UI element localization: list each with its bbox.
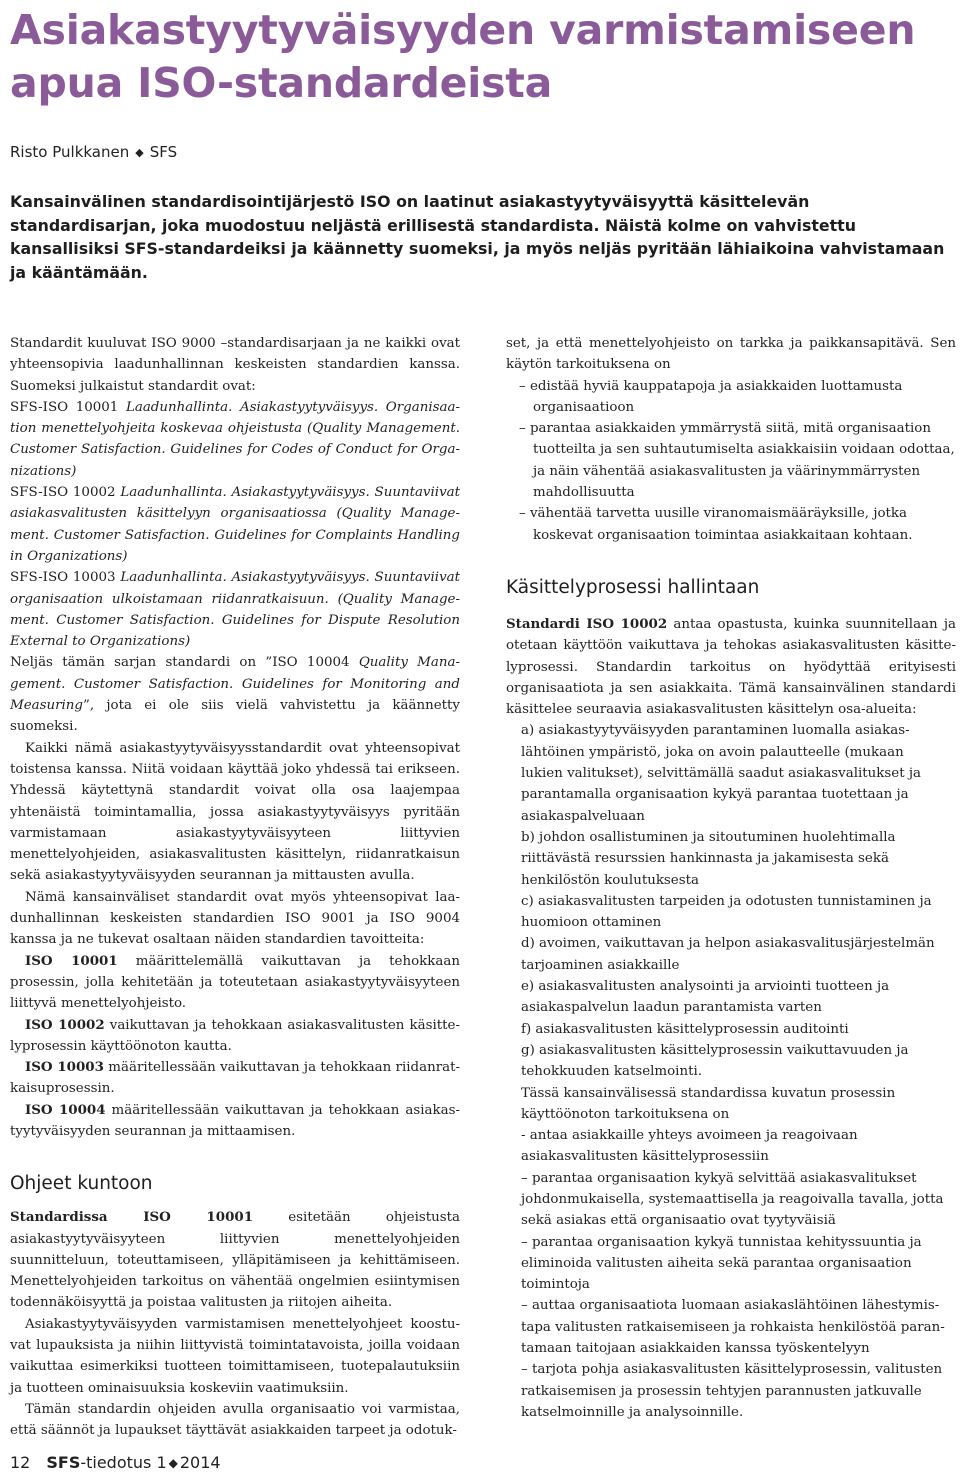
left-column	[10, 333, 460, 1442]
standard-code: SFS-ISO 10002	[10, 485, 116, 501]
page-number: 12	[10, 1453, 31, 1472]
text-run: ”, jota ei ole siis vielä vahvistettu ja käännetty suomeksi.	[10, 698, 460, 735]
standard-item	[10, 397, 460, 482]
intro-paragraph: Standardit kuuluvat ISO 9000 –standardisarjaan ja ne kaikki ovat yhteensopivia laadunhallinnan keskeisten standardien kanssa. Suomeksi julkaistut standardit ovat:	[10, 336, 460, 394]
standard-code: ISO 10001	[25, 952, 118, 969]
standard-title: Laadunhallinta. Asiakastyytyväisyys. Suuntaviivat organisaation ulkoistamaan riidanratkaisuun. (Quality Management. Customer Satisfaction. Guidelines for Dispute Resolution External to Organizations)	[10, 570, 460, 650]
standard-title: Laadunhallinta. Asiakastyytyväisyys. Organisaation menettelyohjeita koskevaa ohjeistusta (Quality Management. Customer Satisfaction. Guidelines for Codes of Conduct for Organizations)	[10, 399, 460, 479]
ohjeet-paragraph: Asiakastyytyväisyyden varmistamisen menettelyohjeet koostuvat lupauksista ja niihin liittyvistä toimintatavoista, joilla voidaan vaikuttaa esimerkiksi tuotteen toimittamiseen, tuotepalautuksiin ja tuotteen ominaisuuksia koskeviin vaatimuksiin.	[10, 1316, 460, 1396]
diamond-icon: ◆	[135, 146, 144, 159]
kasittely-paragraph	[506, 614, 956, 720]
list-item: – parantaa asiakkaiden ymmärrystä siitä, mitä organisaation tuotteilta ja sen suhtautumiselta asiakkaisiin voidaan odottaa, ja näin vähentää asiakasvalitusten ja väärinymmärrysten mahdollisuutta	[519, 421, 955, 501]
ohjeet-paragraph: Tämän standardin ohjeiden avulla organisaatio voi varmistaa, että säännöt ja lupaukset täyttävät asiakkaiden tarpeet ja odotuk-	[10, 1401, 460, 1439]
text-run: määritellessään vaikuttavan ja tehokkaan riidanratkaisuprosessin.	[10, 1060, 460, 1097]
list-item: – parantaa organisaation kykyä tunnistaa kehityssuuntia ja eliminoida valitusten aiheita sekä parantaa organisaation toimintoja	[521, 1234, 922, 1293]
list-item: c) asiakasvalitusten tarpeiden ja odotusten tunnistaminen ja huomioon ottaminen	[521, 893, 932, 931]
target-item	[10, 1057, 460, 1100]
article-title: Asiakastyytyväisyyden varmistamiseen apua ISO-standardeista	[10, 6, 916, 107]
byline	[10, 142, 177, 164]
magazine-name: SFS	[46, 1453, 81, 1472]
issue-year: 2014	[179, 1453, 221, 1472]
page-footer	[10, 1452, 221, 1475]
text-run: määrittelemällä vaikuttavan ja tehokkaan prosessin, jolla kehitetään ja toteutetaan asiakastyytyväisyyteen liittyvä menettelyohjeisto.	[10, 953, 460, 1012]
text-run: vaikuttavan ja tehokkaan asiakasvalitusten käsittelyprosessin käyttöönoton kautta.	[10, 1017, 460, 1054]
continued-paragraph: set, ja että menettelyohjeisto on tarkka ja paikkansapitävä. Sen käytön tarkoituksena on	[506, 336, 956, 373]
text-run: määritellessään vaikuttavan ja tehokkaan asiakastyytyväisyyden seurannan ja mittaamisen.	[10, 1102, 460, 1139]
text-run: esitetään ohjeistusta asiakastyytyväisyyteen liittyvien menettelyohjeiden suunnitteluun, toteuttamiseen, ylläpitämiseen ja kehittämiseen. Menettelyohjeiden tarkoitus on vähentää ongelmien esiintymisen todennäköisyyttä ja poistaa valitusten ja riitojen aiheita.	[10, 1210, 461, 1311]
standard-title: Laadunhallinta. Asiakastyytyväisyys. Suuntaviivat asiakasvalitusten käsittelyyn organisaatiossa (Quality Management. Customer Satisfaction. Guidelines for Complaints Handling in Organizations)	[10, 485, 460, 564]
bold-lead: Standardi ISO 10002	[506, 615, 668, 632]
standard-item	[10, 482, 460, 567]
list-item: g) asiakasvalitusten käsittelyprosessin vaikuttavuuden ja tehokkuuden katselmointi.	[521, 1042, 909, 1080]
section-heading-ohjeet: Ohjeet kuntoon	[10, 1173, 153, 1195]
standard-title: Quality Management. Customer Satisfaction. Guidelines for Monitoring and Measuring	[10, 655, 461, 714]
standard-code: SFS-ISO 10003	[10, 570, 116, 586]
target-item	[10, 1100, 460, 1143]
ohjeet-paragraph	[10, 1207, 460, 1313]
standard-code: SFS-ISO 10001	[10, 399, 119, 415]
standard-code: ISO 10003	[25, 1059, 104, 1076]
standard-code: ISO 10002	[25, 1016, 105, 1033]
standard-code: ISO 10004	[272, 655, 350, 671]
section-heading-kasittely: Käsittelyprosessi hallintaan	[506, 576, 760, 598]
list-item: b) johdon osallistuminen ja sitoutuminen huolehtimalla riittävästä resurssien hankinnasta ja jakamisesta sekä henkilöstön koulutuksesta	[521, 829, 896, 888]
intro2-paragraph: Tässä kansainvälisessä standardissa kuvatun prosessin käyttöönoton tarkoituksena on	[521, 1085, 896, 1122]
list-item: a) asiakastyytyväisyyden parantaminen luomalla asiakaslähtöinen ympäristö, joka on avoin palautteelle (mukaan lukien valitukset), selvittämällä saadut asiakasvalitukset ja parantamalla organisaation kykyä parantaa tuotettaan ja asiakaspalveluaan	[521, 723, 921, 824]
list-item: e) asiakasvalitusten analysointi ja arviointi tuotteen ja asiakaspalvelun laadun parantamista varten	[521, 979, 890, 1016]
list-item: - antaa asiakkaille yhteys avoimeen ja reagoivaan asiakasvalitusten käsittelyprosessiin	[521, 1128, 858, 1165]
standard-code: ISO 10004	[25, 1101, 106, 1118]
list-item: – auttaa organisaatiota luomaan asiakaslähtöinen lähestymistapa valitusten ratkaisemiseen ja rohkaista henkilöstöä parantamaan taitojaan asiakkaiden kanssa työskentelyyn	[521, 1298, 945, 1357]
list-item: – vähentää tarvetta uusille viranomaismääräyksille, jotka koskevat organisaation toimintaa asiakkaitaan kohtaan.	[519, 506, 913, 543]
list-item: – parantaa organisaation kykyä selvittää asiakasvalitukset johdonmukaisella, systemaattisella ja reagoivalla tavalla, jotta sekä asiakas että organisaatio ovat tyytyväisiä	[521, 1170, 944, 1229]
list-item: d) avoimen, vaikuttavan ja helpon asiakasvalitusjärjestelmän tarjoaminen asiakkaille	[521, 936, 935, 973]
diamond-icon: ◆	[168, 1456, 178, 1470]
iso9001-paragraph: Nämä kansainväliset standardit ovat myös yhteensopivat laadunhallinnan keskeisten standardien ISO 9001 ja ISO 9004 kanssa ja ne tukevat osaltaan näiden standardien tavoitteita:	[10, 889, 460, 948]
list-item: – edistää hyviä kauppatapoja ja asiakkaiden luottamusta organisaatioon	[519, 378, 903, 415]
right-column	[506, 333, 956, 1423]
fourth-standard-paragraph	[10, 652, 460, 737]
author-name: Risto Pulkkanen	[10, 143, 130, 161]
bold-lead: Standardissa ISO 10001	[10, 1209, 254, 1226]
compatibility-paragraph: Kaikki nämä asiakastyytyväisyysstandardit ovat yhteensopivat toistensa kanssa. Niitä voidaan käyttää joko yhdessä tai erikseen. Yhdessä käytettynä standardit voivat olla osa laajempaa yhtenäistä toimintamallia, jossa asiakastyytyväisyys pyritään varmistamaan asiakastyytyväisyyteen liittyvien menettelyohjeiden, asiakasvalitusten käsittelyn, riidanratkaisun sekä asiakastyytyväisyyden seurannan ja mittausten avulla.	[10, 740, 460, 884]
list-item: f) asiakasvalitusten käsittelyprosessin auditointi	[521, 1021, 849, 1037]
list-item: – tarjota pohja asiakasvalitusten käsittelyprosessin, valitusten ratkaisemisen ja prosessin tehtyjen parannusten jatkuvalle katselmoinnille ja analysoinnille.	[521, 1362, 943, 1420]
target-item	[10, 951, 460, 1015]
text-run: Neljäs tämän sarjan standardi on ”	[10, 655, 273, 671]
text-run: antaa opastusta, kuinka suunnitellaan ja otetaan käyttöön vaikuttava ja tehokas asiakasvalitusten käsittelyprosessi. Standardin tarkoitus on hyödyttää erityisesti organisaatiota ja sen asiakkaita. Tämä kansainvälinen standardi käsittelee seuraavia asiakasvalitusten käsittelyn osa-alueita:	[506, 616, 956, 718]
target-item	[10, 1015, 460, 1058]
author-organization: SFS	[149, 143, 178, 161]
magazine-name-rest: -tiedotus 1	[80, 1453, 167, 1472]
lead-paragraph: Kansainvälinen standardisointijärjestö ISO on laatinut asiakastyytyväisyyttä käsittelevän standardisarjan, joka muodostuu neljästä erillisestä standardista. Näistä kolme on vahvistettu kansallisiksi SFS-standardeiksi ja käännetty suomeksi, ja myös neljäs pyritään lähiaikoina vahvistamaan ja kääntämään.	[10, 192, 945, 282]
standard-item	[10, 567, 460, 652]
